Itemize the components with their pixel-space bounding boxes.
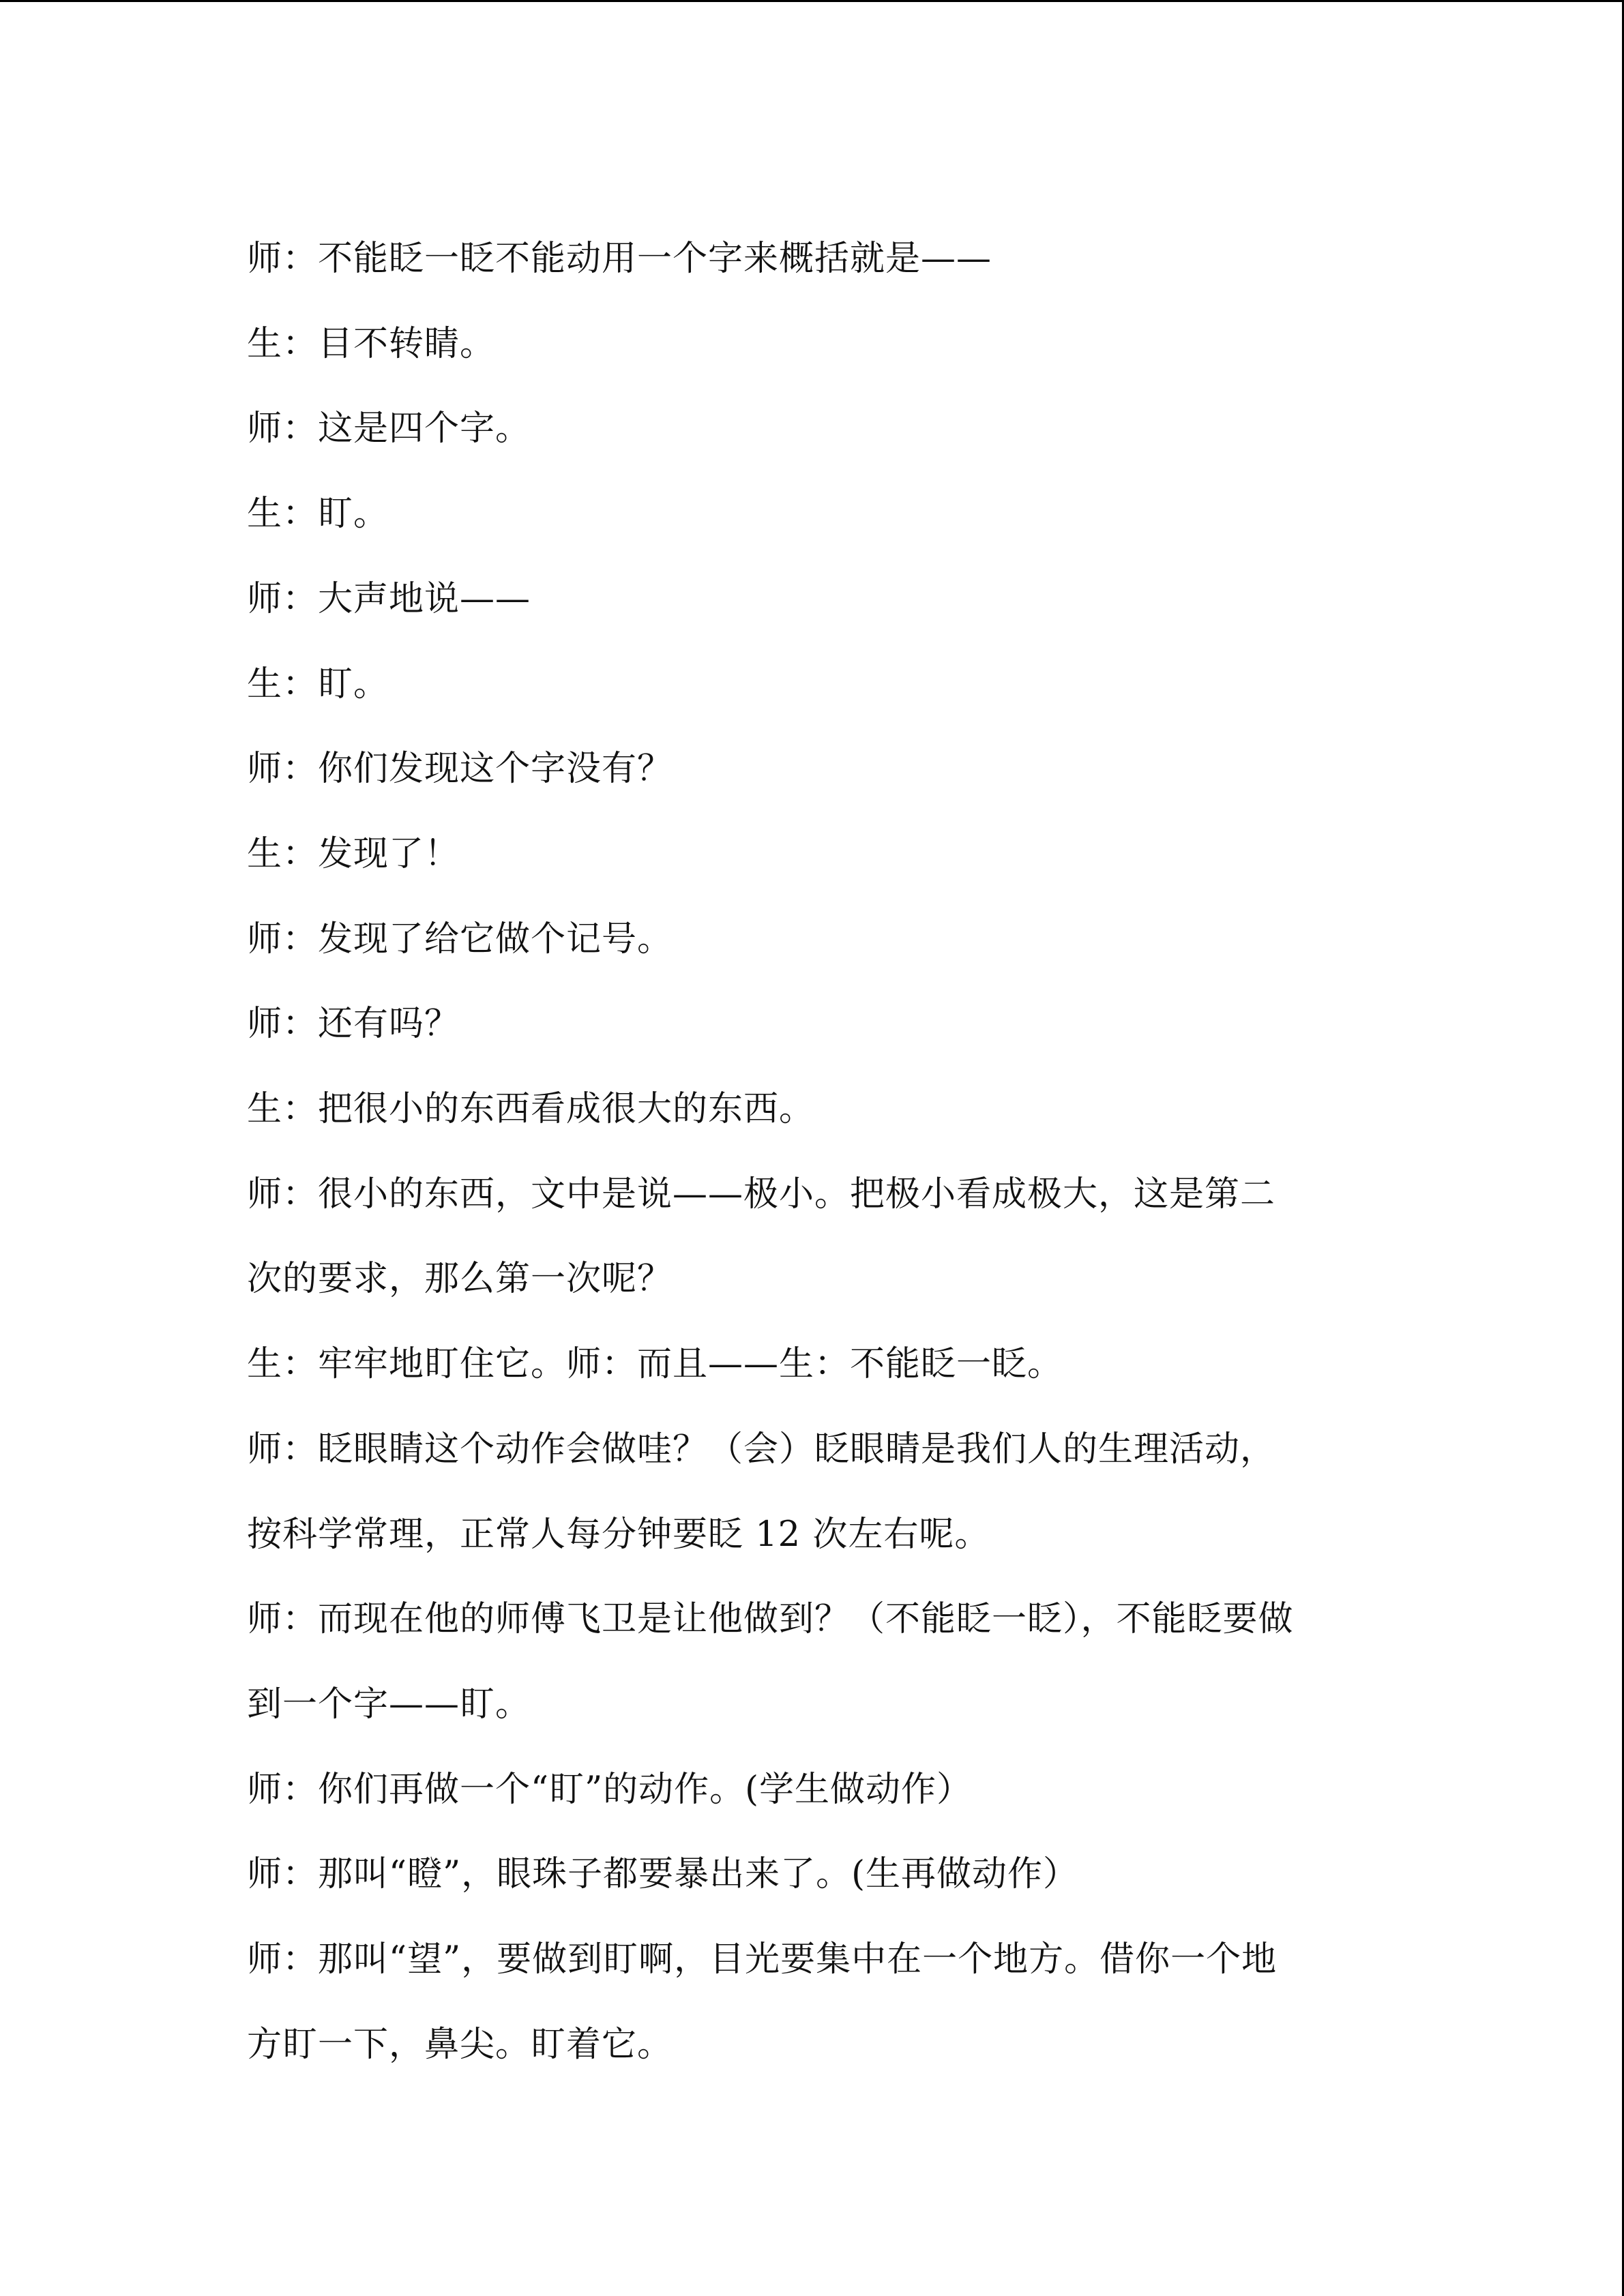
text-line: 按科学常理，正常人每分钟要眨 12 次左右呢。 bbox=[247, 1514, 990, 1555]
text-line: 师：很小的东西，文中是说——极小。把极小看成极大，这是第二 bbox=[247, 1174, 1276, 1214]
text-line: 方盯一下，鼻尖。盯着它。 bbox=[247, 2024, 673, 2065]
text-line: 师：发现了给它做个记号。 bbox=[247, 919, 673, 959]
text-line: 师：不能眨一眨不能动用一个字来概括就是—— bbox=[247, 239, 992, 279]
document-body bbox=[247, 217, 1379, 2087]
text-line: 师：眨眼睛这个动作会做哇？（会）眨眼睛是我们人的生理活动， bbox=[247, 1429, 1276, 1470]
text-line: 次的要求，那么第一次呢？ bbox=[247, 1259, 673, 1300]
text-line: 生：盯。 bbox=[247, 494, 389, 535]
page-border-top bbox=[0, 0, 1624, 2]
text-line: 生：目不转睛。 bbox=[247, 323, 496, 364]
text-line: 生：把很小的东西看成很大的东西。 bbox=[247, 1089, 815, 1130]
text-line: 生：牢牢地盯住它。师：而且——生：不能眨一眨。 bbox=[247, 1344, 1063, 1385]
text-line: 师：那叫“瞪”，眼珠子都要暴出来了。(生再做动作） bbox=[247, 1854, 1079, 1895]
text-line: 师：而现在他的师傅飞卫是让他做到？（不能眨一眨），不能眨要做 bbox=[247, 1599, 1294, 1640]
text-line: 到一个字——盯。 bbox=[247, 1684, 531, 1725]
text-line: 师：还有吗？ bbox=[247, 1004, 460, 1045]
text-line: 师：那叫“望”，要做到盯啊，目光要集中在一个地方。借你一个地 bbox=[247, 1939, 1278, 1980]
text-line: 生：发现了！ bbox=[247, 833, 460, 874]
text-line: 师：你们发现这个字没有？ bbox=[247, 749, 673, 790]
text-line: 师：这是四个字。 bbox=[247, 408, 531, 449]
text-line: 师：大声地说—— bbox=[247, 578, 531, 619]
text-line: 师：你们再做一个“盯”的动作。(学生做动作） bbox=[247, 1769, 973, 1810]
text-line: 生：盯。 bbox=[247, 664, 389, 704]
